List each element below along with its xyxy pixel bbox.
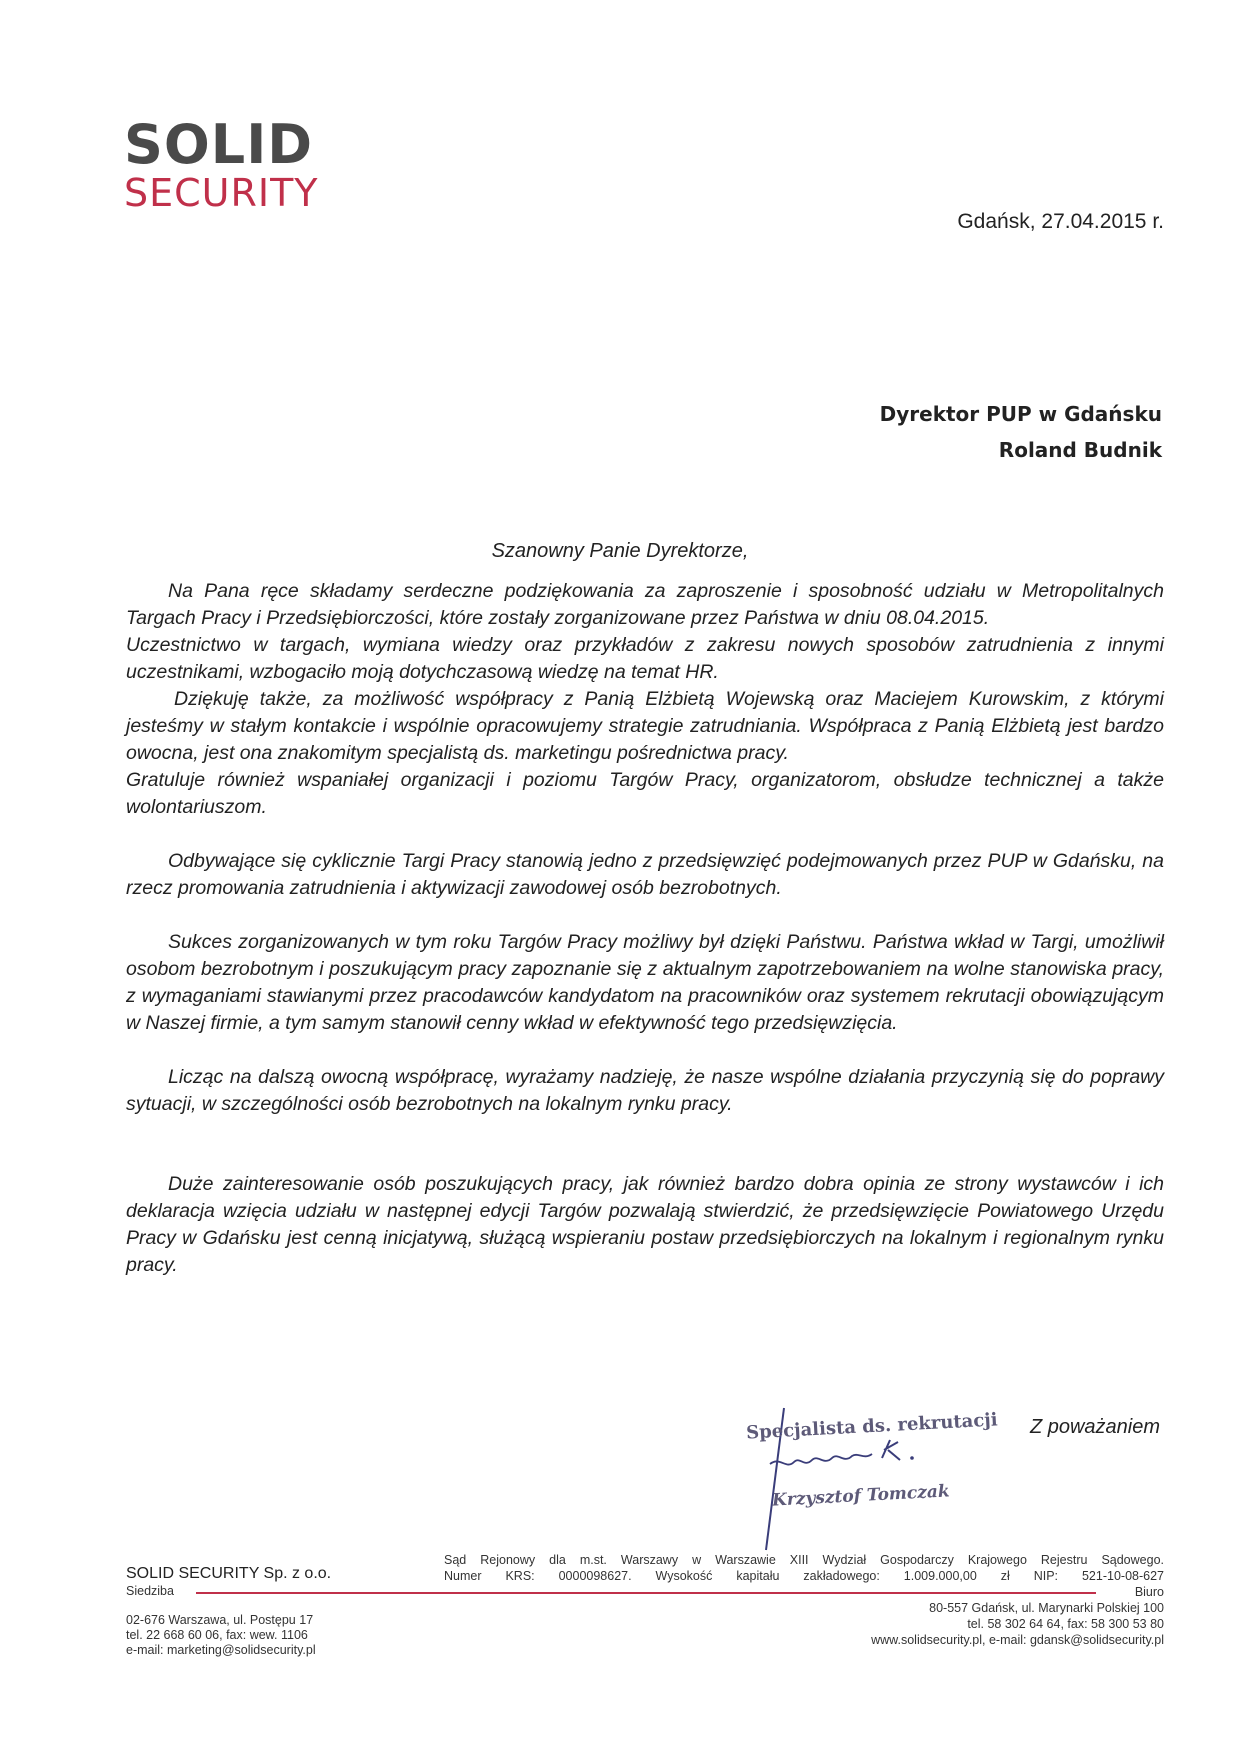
footer-seat-phone: tel. 22 668 60 06, fax: wew. 1106 [126,1628,308,1642]
footer-company-name: SOLID SECURITY Sp. z o.o. [126,1565,332,1582]
closing-phrase: Z poważaniem [1029,1416,1160,1438]
body-paragraph: Licząc na dalszą owocną współpracę, wyrażamy nadzieję, że nasze wspólne działania przyczynią się do poprawy sytuacji, w szczególności osób bezrobotnych na lokalnym rynku pracy. [126,1066,1164,1115]
body-paragraph: Dziękuję także, za możliwość współpracy z Panią Elżbietą Wojewską oraz Maciejem Kurowskim, z którymi jesteśmy w stałym kontakcie i wspólnie opracowujemy strategie zatrudniania. Współpraca z Panią Elżbietą jest bardzo owocna, jest ona znakomitym specjalistą ds. marketingu pośrednictwa pracy. [126,688,1164,764]
salutation: Szanowny Panie Dyrektorze, [491,540,749,562]
stamp-name: Krzysztof Tomczak [771,1481,951,1511]
company-logo [124,113,319,215]
recipient-name: Roland Budnik [998,438,1162,462]
body-paragraph: Duże zainteresowanie osób poszukujących pracy, jak również bardzo dobra opinia ze strony wystawców i ich deklaracja wzięcia udziału w następnej edycji Targów pozwalają stwierdzić, że przedsięwzięcie Powiatowego Urzędu Pracy w Gdańsku jest cenną inicjatywą, służącą wspieraniu postaw przedsiębiorczych na lokalnym i regionalnym rynku pracy. [126,1173,1164,1276]
footer-seat-label: Siedziba [126,1584,174,1598]
body-paragraph: Gratuluje również wspaniałej organizacji i poziomu Targów Pracy, organizatorom, obsłudze technicznej a także wolontariuszom. [126,769,1164,818]
body-paragraph: Na Pana ręce składamy serdeczne podziękowania za zaproszenie i sposobność udziału w Metropolitalnych Targach Pracy i Przedsiębiorczości, które zostały zorganizowane przez Państwa w dniu 08.04.2015. [126,580,1164,629]
body-paragraph: Uczestnictwo w targach, wymiana wiedzy oraz przykładów z zakresu nowych sposobów zatrudnienia z innymi uczestnikami, wzbogaciło moją dotychczasową wiedzę na temat HR. [126,634,1164,683]
footer-office-web: www.solidsecurity.pl, e-mail: gdansk@solidsecurity.pl [871,1633,1164,1647]
footer-registry-line: Sąd Rejonowy dla m.st. Warszawy w Warszawie XIII Wydział Gospodarczy Krajowego Rejestru Sądowego. [444,1553,1164,1567]
footer-office-phone: tel. 58 302 64 64, fax: 58 300 53 80 [967,1617,1164,1631]
logo-line-solid: SOLID [124,113,314,176]
stamp-title: Specjalista ds. rekrutacji [745,1409,999,1444]
recipient-block [880,396,1162,468]
body-paragraph: Sukces zorganizowanych w tym roku Targów Pracy możliwy był dzięki Państwu. Państwa wkład w Targi, umożliwił osobom bezrobotnym i poszukującym pracy zapoznanie się z aktualnym zapotrzebowaniem na wolne stanowiska pracy, z wymaganiami stawianymi przez pracodawców kandydatom na pracowników oraz systemem rekrutacji obowiązującym w Naszej firmie, a tym samym stanowił cenny wkład w efektywność tego przedsięwzięcia. [126,931,1164,1034]
footer-office-label: Biuro [1134,1585,1164,1599]
letter-body [126,578,1164,1279]
footer-seat-email: e-mail: marketing@solidsecurity.pl [126,1643,316,1657]
footer-office-address: 80-557 Gdańsk, ul. Marynarki Polskiej 100 [929,1601,1164,1615]
footer-seat-address: 02-676 Warszawa, ul. Postępu 17 [126,1613,314,1627]
signature-stamp [740,1400,999,1560]
footer-registry-line: Numer KRS: 0000098627. Wysokość kapitału zakładowego: 1.009.000,00 zł NIP: 521-10-08-627 [444,1569,1164,1583]
place-date: Gdańsk, 27.04.2015 r. [957,210,1164,233]
footer-office [444,1552,1164,1648]
body-paragraph: Odbywające się cyklicznie Targi Pracy stanowią jedno z przedsięwzięć podejmowanych przez PUP w Gdańsku, na rzecz promowania zatrudnienia i aktywizacji zawodowej osób bezrobotnych. [126,850,1164,899]
footer-seat [126,1564,331,1658]
recipient-title: Dyrektor PUP w Gdańsku [879,402,1162,426]
logo-line-security: SECURITY [124,171,319,215]
